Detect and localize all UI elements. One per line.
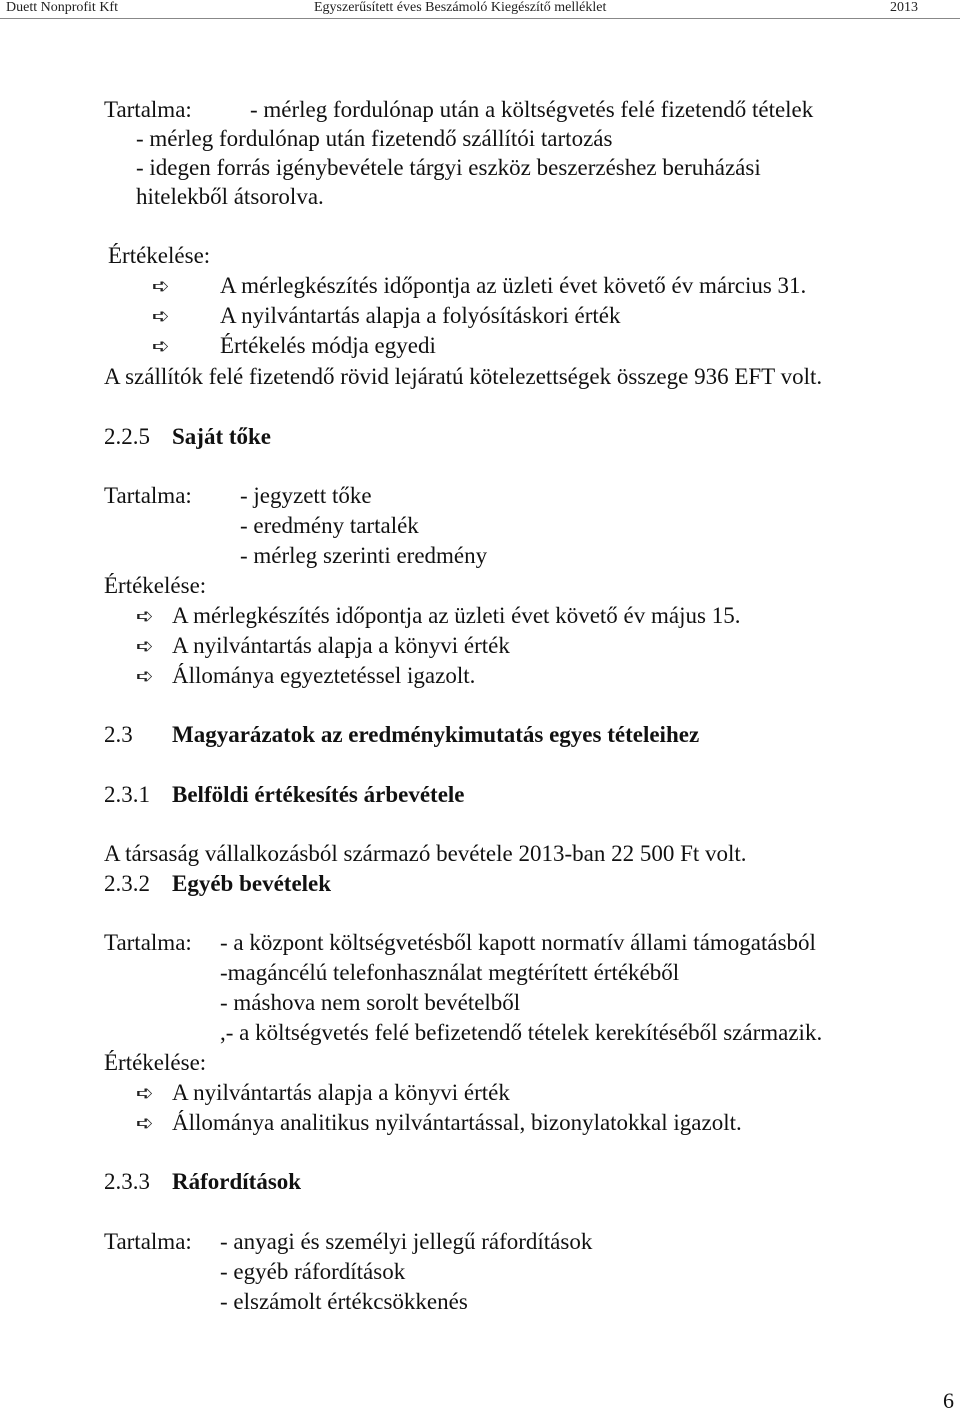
evaluation-item: A nyilvántartás alapja a könyvi érték [172,633,510,658]
section-number: 2.3.2 [104,871,150,896]
list-item: - mérleg fordulónap után a költségvetés felé fizetendő tételek [250,97,814,122]
section-number: 2.3.3 [104,1169,150,1194]
arrow-bullet-icon: ➪ [136,604,154,628]
section-number: 2.3 [104,722,133,747]
evaluation-item: A mérlegkészítés időpontja az üzleti évet követő év május 15. [172,603,741,628]
list-item: - jegyzett tőke [240,483,372,508]
list-item: - egyéb ráfordítások [220,1259,406,1284]
evaluation-label: Értékelése: [104,1050,207,1075]
arrow-bullet-icon: ➪ [152,334,170,358]
arrow-bullet-icon: ➪ [152,304,170,328]
evaluation-label: Értékelése: [104,573,207,598]
list-item: - idegen forrás igénybevétele tárgyi eszköz beszerzéshez beruházási [136,155,761,180]
section-number: 2.3.1 [104,782,150,807]
section-title: Ráfordítások [172,1169,302,1194]
arrow-bullet-icon: ➪ [136,664,154,688]
list-item: - mérleg fordulónap után fizetendő szállítói tartozás [136,126,613,151]
section-title: Belföldi értékesítés árbevétele [172,782,465,807]
header-company: Duett Nonprofit Kft [6,0,118,15]
evaluation-item: Állománya egyeztetéssel igazolt. [172,663,476,688]
list-item: - eredmény tartalék [240,513,419,538]
arrow-bullet-icon: ➪ [136,1081,154,1105]
evaluation-label: Értékelése: [108,243,211,268]
list-item: -magáncélú telefonhasználat megtérített értékéből [220,960,680,985]
evaluation-item: A mérlegkészítés időpontja az üzleti évet követő év március 31. [220,273,807,298]
header-year: 2013 [890,0,918,15]
section-title: Egyéb bevételek [172,871,332,896]
list-item: ,- a költségvetés felé befizetendő tételek kerekítéséből származik. [220,1020,823,1045]
evaluation-item: Állománya analitikus nyilvántartással, bizonylatokkal igazolt. [172,1110,742,1135]
section-title: Saját tőke [172,424,272,449]
content-label: Tartalma: [104,483,192,508]
evaluation-item: A nyilvántartás alapja a könyvi érték [172,1080,510,1105]
page-number: 6 [943,1388,954,1413]
body-text: A társaság vállalkozásból származó bevétele 2013-ban 22 500 Ft volt. [104,841,747,866]
content-label: Tartalma: [104,97,192,122]
arrow-bullet-icon: ➪ [136,1111,154,1135]
list-item: - a központ költségvetésből kapott normatív állami támogatásból [220,930,816,955]
list-item: - anyagi és személyi jellegű ráfordítások [220,1229,593,1254]
content-label: Tartalma: [104,930,192,955]
summary-text: A szállítók felé fizetendő rövid lejáratú kötelezettségek összege 936 EFT volt. [104,364,823,389]
list-item: - elszámolt értékcsökkenés [220,1289,468,1314]
header-rule [0,18,960,19]
list-item: - máshova nem sorolt bevételből [220,990,521,1015]
section-number: 2.2.5 [104,424,150,449]
content-label: Tartalma: [104,1229,192,1254]
list-item: - mérleg szerinti eredmény [240,543,488,568]
page-header [0,0,960,16]
section-title: Magyarázatok az eredménykimutatás egyes tételeihez [172,722,700,747]
header-doc-title: Egyszerűsített éves Beszámoló Kiegészítő melléklet [314,0,607,15]
evaluation-item: A nyilvántartás alapja a folyósításkori érték [220,303,621,328]
arrow-bullet-icon: ➪ [136,634,154,658]
evaluation-item: Értékelés módja egyedi [220,333,436,358]
list-item: hitelekből átsorolva. [136,184,324,209]
arrow-bullet-icon: ➪ [152,274,170,298]
